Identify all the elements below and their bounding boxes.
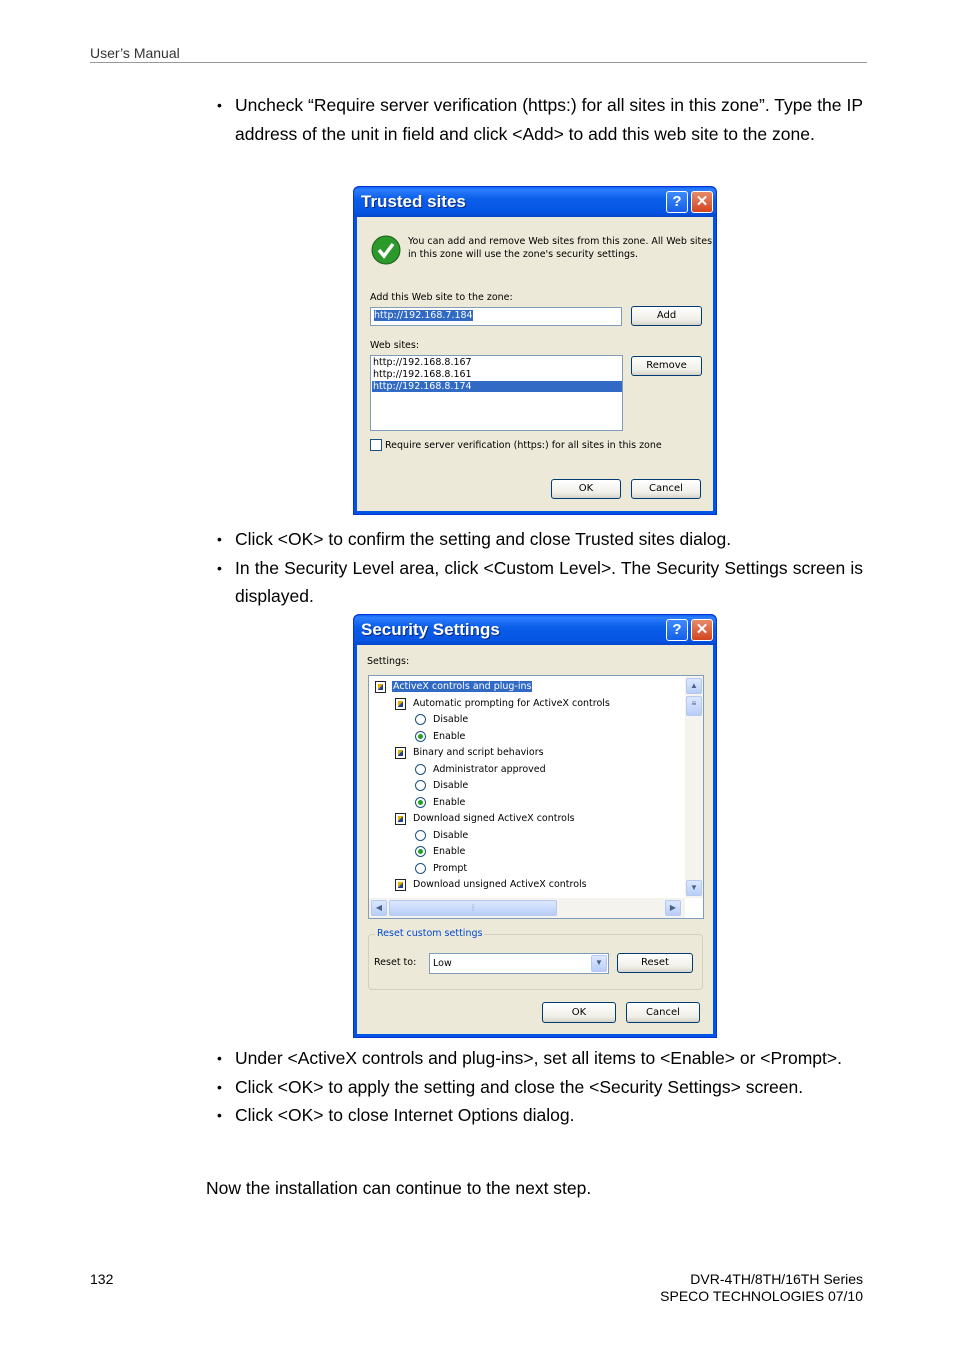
trusted-sites-dialog [353,186,717,515]
tree-row-label: Download unsigned ActiveX controls [413,879,587,890]
tree-row[interactable] [369,795,683,810]
footer-company: SPECO TECHNOLOGIES 07/10 [660,1288,863,1304]
bullet-item: • Click <OK> to close Internet Options dialog. [216,1101,863,1130]
require-verification-checkbox[interactable] [370,439,382,451]
radio-checked-icon[interactable] [415,846,426,857]
scroll-hthumb[interactable]: ⦙ [389,900,557,916]
tree-row[interactable] [369,679,683,694]
ok-button[interactable]: OK [551,479,621,499]
remove-button[interactable]: Remove [631,356,702,376]
scroll-down-icon[interactable]: ▼ [686,880,702,896]
radio-icon[interactable] [415,863,426,874]
settings-tree[interactable] [368,675,704,919]
tree-row[interactable] [369,877,683,892]
bullet-item: • In the Security Level area, click <Custom Level>. The Security Settings screen is displayed. [216,554,863,611]
tree-row-label: Enable [433,846,466,857]
settings-label: Settings: [367,656,410,667]
bullet-list-mid [216,525,863,611]
websites-list[interactable] [370,355,623,431]
tree-row-label: Disable [433,829,469,841]
tree-row[interactable] [369,762,683,777]
reset-to-label: Reset to: [374,957,417,968]
tree-row-label: ActiveX controls and plug-ins [393,681,532,692]
radio-icon[interactable] [415,780,426,791]
shield-icon [375,681,386,693]
tree-row[interactable] [369,712,683,727]
list-item-selected[interactable]: http://192.168.8.174 [372,381,622,392]
close-button[interactable]: ✕ [691,191,713,213]
add-site-input[interactable] [370,307,622,326]
dialog-body [357,217,713,511]
cancel-button[interactable]: Cancel [626,1002,700,1023]
add-site-label: Add this Web site to the zone: [370,292,513,303]
radio-icon[interactable] [415,714,426,725]
header-rule [90,62,867,63]
dialog-body [357,645,713,1034]
bullet-item: • Under <ActiveX controls and plug-ins>, set all items to <Enable> or <Prompt>. [216,1044,863,1073]
tree-row-label: Enable [433,796,466,808]
add-button[interactable]: Add [631,306,702,326]
page-header: User’s Manual [90,45,180,61]
bullet-item: • Uncheck “Require server verification (https:) for all sites in this zone”. Type the IP address of the unit in field and click <Add> to add this web site to the zone. [216,91,863,148]
tree-row[interactable] [369,811,683,826]
reset-group-label: Reset custom settings [377,928,483,939]
scroll-right-icon[interactable]: ▶ [665,900,681,916]
bullet-item: • Click <OK> to apply the setting and close the <Security Settings> screen. [216,1073,863,1102]
tree-row[interactable] [369,745,683,760]
list-item[interactable]: http://192.168.8.167 [373,357,472,368]
page-number: 132 [90,1271,114,1287]
bullet-list-top [216,91,863,148]
reset-button[interactable]: Reset [617,953,693,973]
footer-series: DVR-4TH/8TH/16TH Series [690,1271,863,1287]
horizontal-scrollbar[interactable] [369,898,685,918]
ok-button[interactable]: OK [542,1002,616,1023]
list-item[interactable]: http://192.168.8.161 [373,369,472,380]
tree-row-label: Administrator approved [433,763,546,775]
vertical-scrollbar[interactable] [685,676,703,898]
tree-row[interactable] [369,778,683,793]
shield-icon [395,698,406,710]
tree-row[interactable] [369,861,683,876]
chevron-down-icon[interactable]: ▼ [591,955,607,972]
help-button[interactable]: ? [666,191,688,213]
scroll-thumb[interactable]: ≡ [686,696,702,716]
tree-row[interactable] [369,729,683,744]
add-site-value: http://192.168.7.184 [374,310,473,321]
tree-row[interactable] [369,828,683,843]
radio-checked-icon[interactable] [415,797,426,808]
shield-icon [395,747,406,759]
title-bar[interactable] [354,187,716,217]
tree-row[interactable] [369,696,683,711]
tree-row-label: Download signed ActiveX controls [413,813,575,824]
tree-row-label: Disable [433,780,469,791]
tree-row-label: Disable [433,714,469,725]
info-line-1: You can add and remove Web sites from this zone. All Web sites [408,236,713,247]
radio-checked-icon[interactable] [415,731,426,742]
require-verification-label: Require server verification (https:) for all sites in this zone [385,440,662,451]
tree-items [369,676,683,898]
closing-paragraph: Now the installation can continue to the next step. [206,1178,592,1198]
security-settings-dialog [353,614,717,1038]
close-button[interactable]: ✕ [691,619,713,641]
reset-to-value: Low [433,958,452,969]
dialog-title: Security Settings [361,620,500,639]
tree-row[interactable] [369,844,683,859]
dialog-title: Trusted sites [361,192,466,211]
scroll-left-icon[interactable]: ◀ [371,900,387,916]
shield-icon [395,879,406,891]
tree-row-label: Automatic prompting for ActiveX controls [413,697,610,709]
check-shield-icon [371,235,401,265]
tree-row-label: Prompt [433,862,468,874]
radio-icon[interactable] [415,764,426,775]
bullet-list-bottom [216,1044,863,1130]
scroll-up-icon[interactable]: ▲ [686,678,702,694]
reset-to-select[interactable] [429,953,609,974]
footer-info [660,1271,863,1305]
shield-icon [395,813,406,825]
title-bar[interactable] [354,615,716,645]
help-button[interactable]: ? [666,619,688,641]
websites-label: Web sites: [370,340,420,351]
info-line-2: in this zone will use the zone's security settings. [408,249,638,260]
tree-row-label: Enable [433,730,466,742]
tree-row-label: Binary and script behaviors [413,747,544,758]
cancel-button[interactable]: Cancel [631,479,701,499]
radio-icon[interactable] [415,830,426,841]
bullet-item: • Click <OK> to confirm the setting and close Trusted sites dialog. [216,525,863,554]
